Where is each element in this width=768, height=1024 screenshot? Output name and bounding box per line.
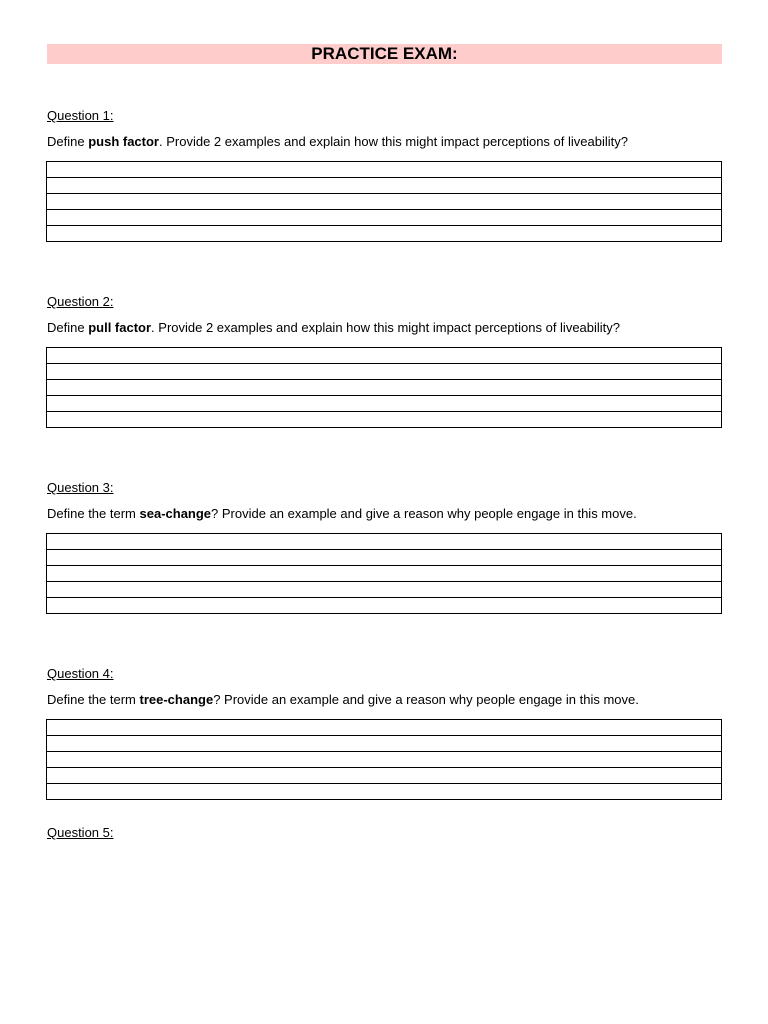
answer-line[interactable]	[47, 784, 721, 799]
question-1-prompt	[47, 134, 628, 149]
question-2-prefix: Define	[47, 320, 89, 335]
question-4-heading: Question 4:	[47, 666, 114, 681]
question-4-prompt	[47, 692, 639, 707]
question-1-heading: Question 1:	[47, 108, 114, 123]
question-3-term: sea-change	[139, 506, 212, 521]
question-2-heading: Question 2:	[47, 294, 114, 309]
answer-line[interactable]	[47, 364, 721, 380]
question-3-suffix: ? Provide an example and give a reason why people engage in this move.	[211, 506, 637, 521]
question-2-answer-box[interactable]	[46, 347, 722, 428]
answer-line[interactable]	[47, 412, 721, 427]
answer-line[interactable]	[47, 348, 721, 364]
answer-line[interactable]	[47, 566, 721, 582]
question-5-heading: Question 5:	[47, 825, 114, 840]
answer-line[interactable]	[47, 226, 721, 241]
question-3-prefix: Define the term	[47, 506, 140, 521]
answer-line[interactable]	[47, 396, 721, 412]
answer-line[interactable]	[47, 210, 721, 226]
question-1-prefix: Define	[47, 134, 89, 149]
question-3-heading: Question 3:	[47, 480, 114, 495]
answer-line[interactable]	[47, 162, 721, 178]
answer-line[interactable]	[47, 752, 721, 768]
answer-line[interactable]	[47, 534, 721, 550]
answer-line[interactable]	[47, 720, 721, 736]
question-1-suffix: . Provide 2 examples and explain how this might impact perceptions of liveability?	[159, 134, 628, 149]
answer-line[interactable]	[47, 178, 721, 194]
question-1-answer-box[interactable]	[46, 161, 722, 242]
question-3-answer-box[interactable]	[46, 533, 722, 614]
question-3-prompt	[47, 506, 637, 521]
page-title: PRACTICE EXAM:	[47, 44, 722, 64]
answer-line[interactable]	[47, 598, 721, 613]
question-2-suffix: . Provide 2 examples and explain how this might impact perceptions of liveability?	[151, 320, 621, 335]
question-4-prefix: Define the term	[47, 692, 140, 707]
question-4-answer-box[interactable]	[46, 719, 722, 800]
answer-line[interactable]	[47, 768, 721, 784]
answer-line[interactable]	[47, 582, 721, 598]
answer-line[interactable]	[47, 736, 721, 752]
question-2-prompt	[47, 320, 620, 335]
answer-line[interactable]	[47, 550, 721, 566]
question-2-term: pull factor	[88, 320, 152, 335]
question-4-suffix: ? Provide an example and give a reason why people engage in this move.	[213, 692, 639, 707]
answer-line[interactable]	[47, 380, 721, 396]
answer-line[interactable]	[47, 194, 721, 210]
question-4-term: tree-change	[139, 692, 214, 707]
question-1-term: push factor	[88, 134, 159, 149]
